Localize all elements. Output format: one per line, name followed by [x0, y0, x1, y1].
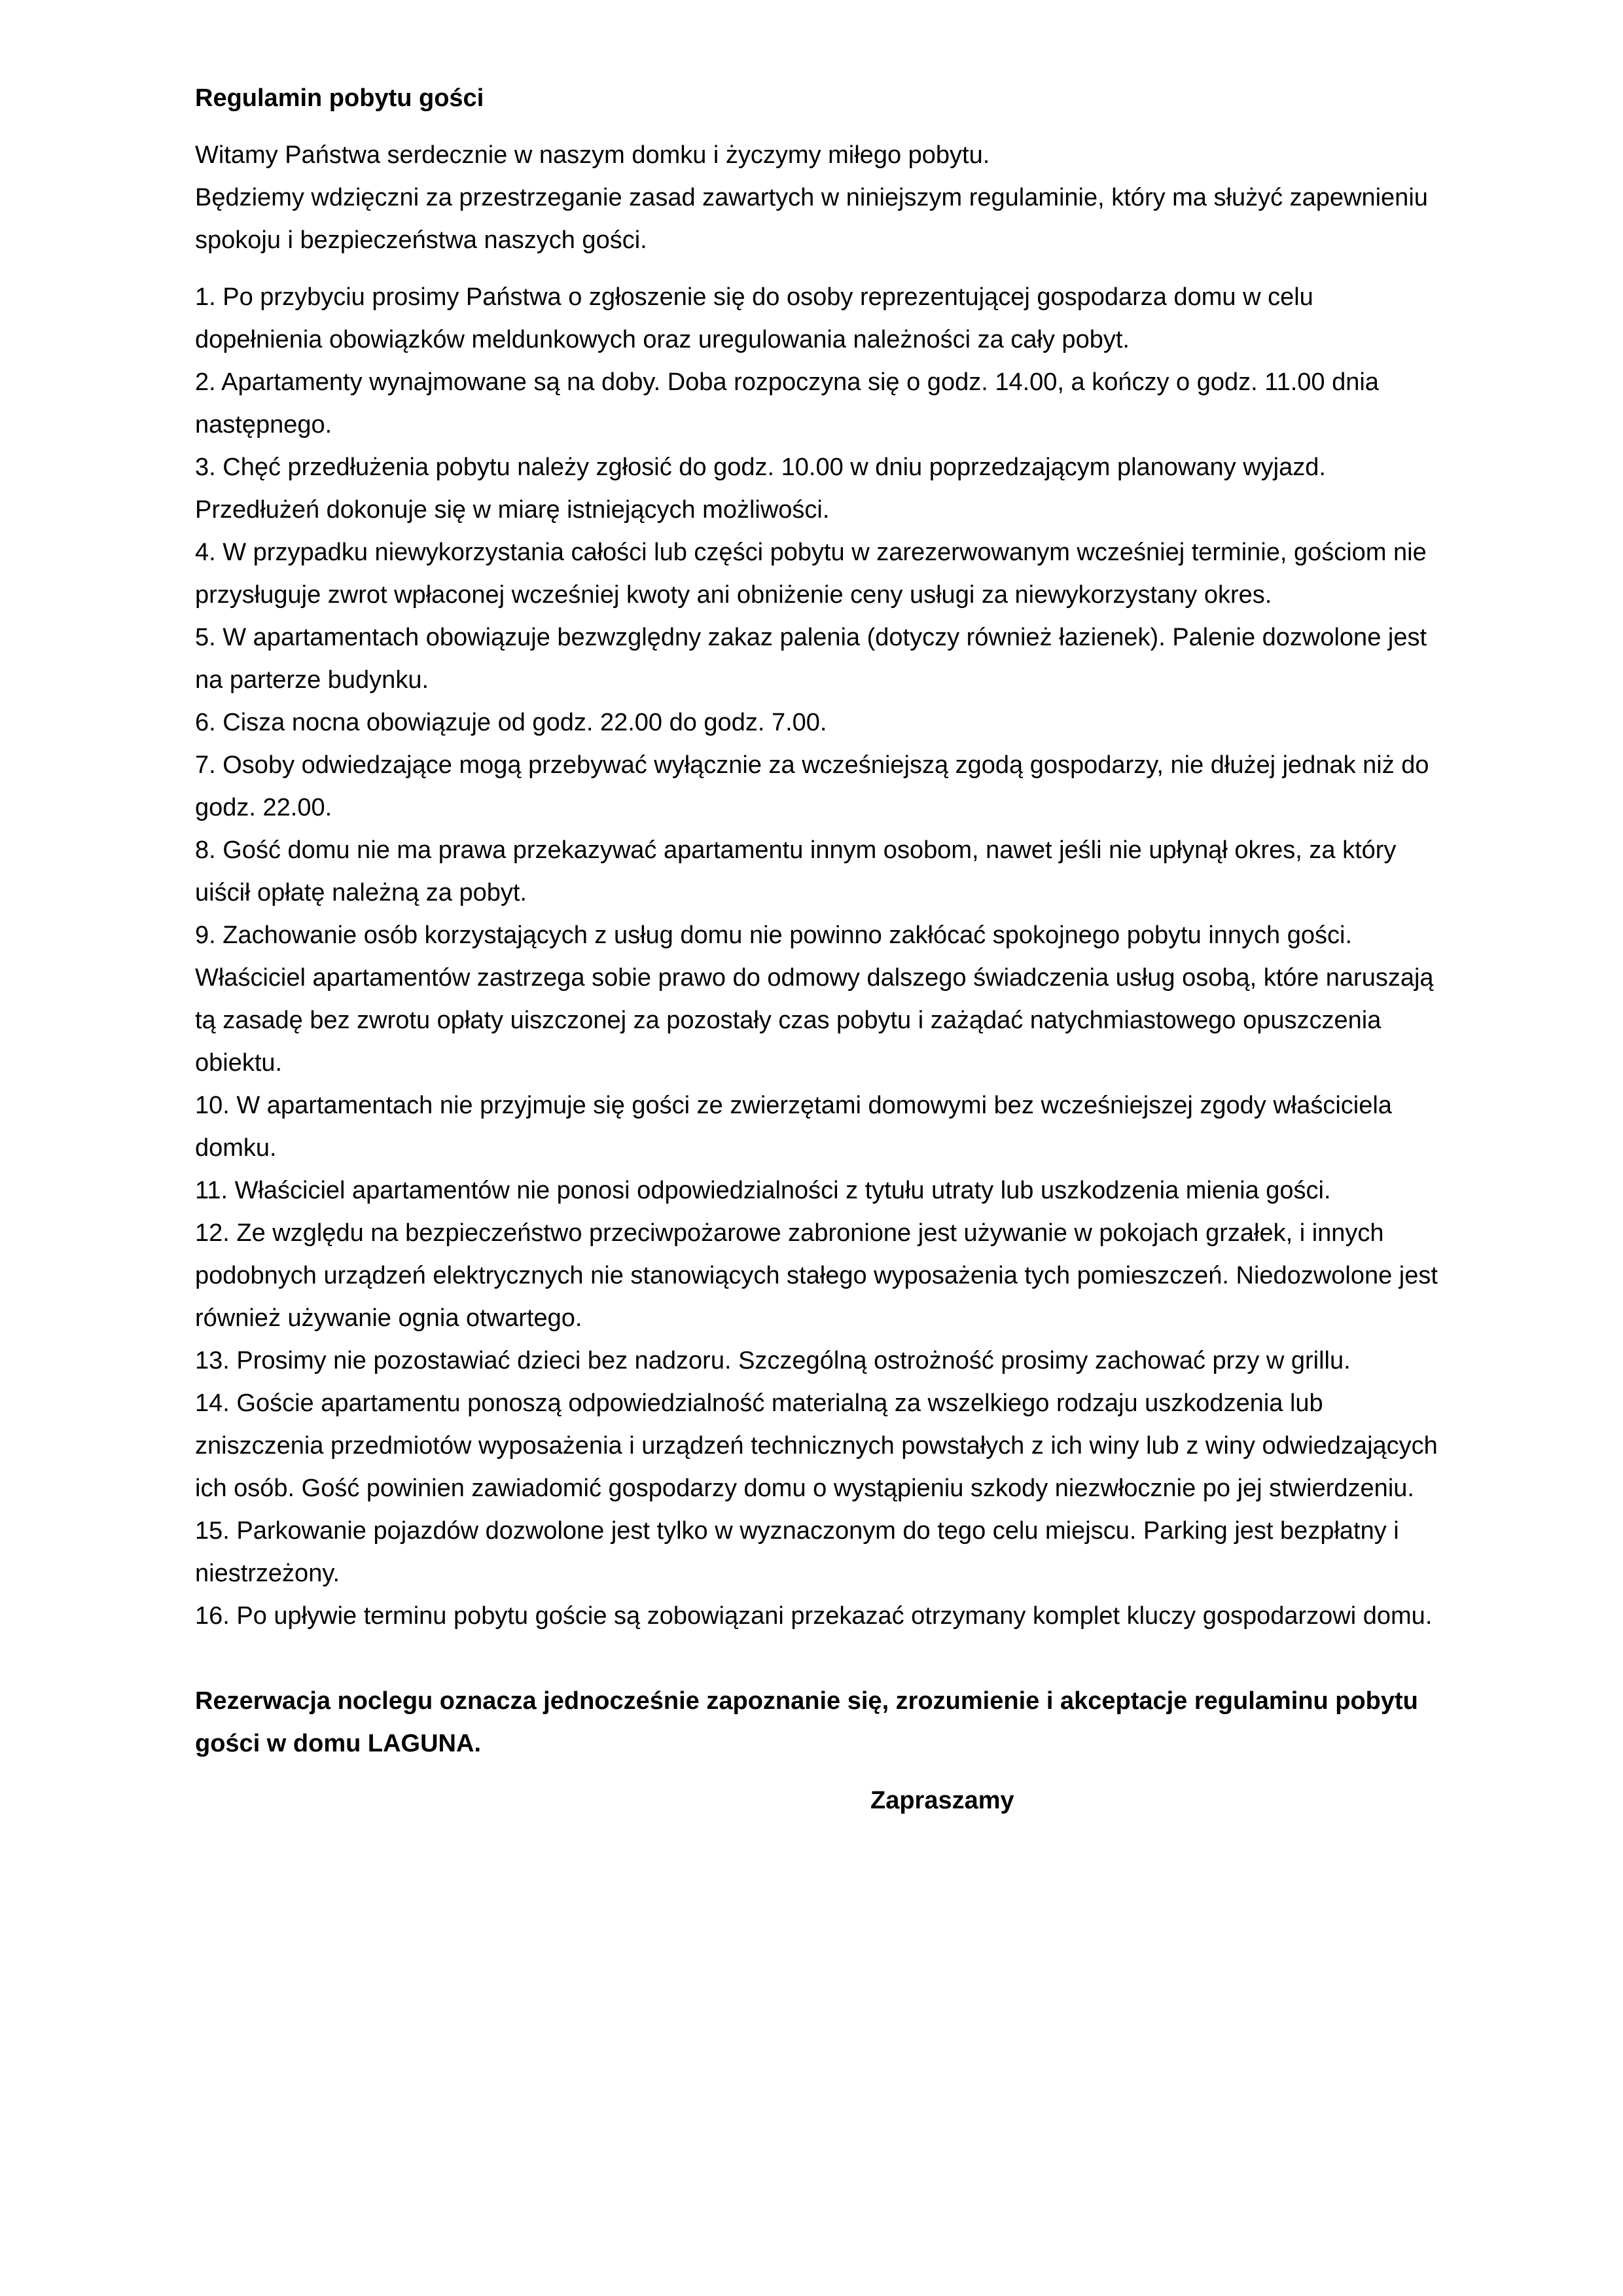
rule-item: 5. W apartamentach obowiązuje bezwzględny zakaz palenia (dotyczy również łazienek). Palenie dozwolone jest na parterze budynku. — [195, 624, 1427, 694]
rules-list — [195, 276, 1438, 1638]
document-title: Regulamin pobytu gości — [195, 84, 484, 112]
rule-item: 16. Po upływie terminu pobytu goście są zobowiązani przekazać otrzymany komplet kluczy gospodarzowi domu. — [195, 1602, 1433, 1630]
rule-item: 12. Ze względu na bezpieczeństwo przeciwpożarowe zabronione jest używanie w pokojach grzałek, i innych podobnych urządzeń elektrycznych nie stanowiących stałego wyposażenia tych pomieszczeń. Niedozwolone jest również używanie ognia otwartego. — [195, 1219, 1438, 1332]
rule-item: 9. Zachowanie osób korzystających z usług domu nie powinno zakłócać spokojnego pobytu innych gości. Właściciel apartamentów zastrzega sobie prawo do odmowy dalszego świadczenia usług osobą, które naruszają tą zasadę bez zwrotu opłaty uiszczonej za pozostały czas pobytu i zażądać natychmiastowego opuszczenia obiektu. — [195, 922, 1434, 1077]
rule-item: 14. Goście apartamentu ponoszą odpowiedzialność materialną za wszelkiego rodzaju uszkodzenia lub zniszczenia przedmiotów wyposażenia i urządzeń technicznych powstałych z ich winy lub z winy odwiedzających ich osób. Gość powinien zawiadomić gospodarzy domu o wystąpieniu szkody niezwłocznie po jej stwierdzeniu. — [195, 1390, 1438, 1502]
rule-item: 4. W przypadku niewykorzystania całości lub części pobytu w zarezerwowanym wcześniej terminie, gościom nie przysługuje zwrot wpłaconej wcześniej kwoty ani obniżenie ceny usługi za niewykorzystany okres. — [195, 539, 1427, 609]
rule-item: 8. Gość domu nie ma prawa przekazywać apartamentu innym osobom, nawet jeśli nie upłynął okres, za który uiścił opłatę należną za pobyt. — [195, 836, 1397, 906]
rule-item: 11. Właściciel apartamentów nie ponosi odpowiedzialności z tytułu utraty lub uszkodzenia mienia gości. — [195, 1177, 1331, 1204]
document-page — [195, 77, 1438, 1822]
rule-item: 15. Parkowanie pojazdów dozwolone jest tylko w wyznaczonym do tego celu miejscu. Parking jest bezpłatny i niestrzeżony. — [195, 1517, 1399, 1587]
rule-item: 6. Cisza nocna obowiązuje od godz. 22.00 do godz. 7.00. — [195, 709, 827, 736]
rule-item: 2. Apartamenty wynajmowane są na doby. Doba rozpoczyna się o godz. 14.00, a kończy o godz. 11.00 dnia następnego. — [195, 368, 1379, 439]
rule-item: 10. W apartamentach nie przyjmuje się gości ze zwierzętami domowymi bez wcześniejszej zgody właściciela domku. — [195, 1092, 1392, 1162]
intro-paragraph: Będziemy wdzięczni za przestrzeganie zasad zawartych w niniejszym regulaminie, który ma służyć zapewnieniu spokoju i bezpieczeństwa naszych gości. — [195, 184, 1428, 254]
rule-item: 7. Osoby odwiedzające mogą przebywać wyłącznie za wcześniejszą zgodą gospodarzy, nie dłużej jednak niż do godz. 22.00. — [195, 751, 1429, 821]
intro-paragraph: Witamy Państwa serdecznie w naszym domku i życzymy miłego pobytu. — [195, 141, 990, 169]
rule-item: 1. Po przybyciu prosimy Państwa o zgłoszenie się do osoby reprezentującej gospodarza domu w celu dopełnienia obowiązków meldunkowych oraz uregulowania należności za cały pobyt. — [195, 283, 1313, 353]
intro-section — [195, 134, 1438, 262]
rule-item: 13. Prosimy nie pozostawiać dzieci bez nadzoru. Szczególną ostrożność prosimy zachować przy w grillu. — [195, 1347, 1351, 1374]
signoff-text: Zapraszamy — [870, 1787, 1014, 1814]
rule-item: 3. Chęć przedłużenia pobytu należy zgłosić do godz. 10.00 w dniu poprzedzającym planowany wyjazd. Przedłużeń dokonuje się w miarę istniejących możliwości. — [195, 454, 1326, 524]
closing-statement: Rezerwacja noclegu oznacza jednocześnie zapoznanie się, zrozumienie i akceptacje regulaminu pobytu gości w domu LAGUNA. — [195, 1687, 1418, 1757]
